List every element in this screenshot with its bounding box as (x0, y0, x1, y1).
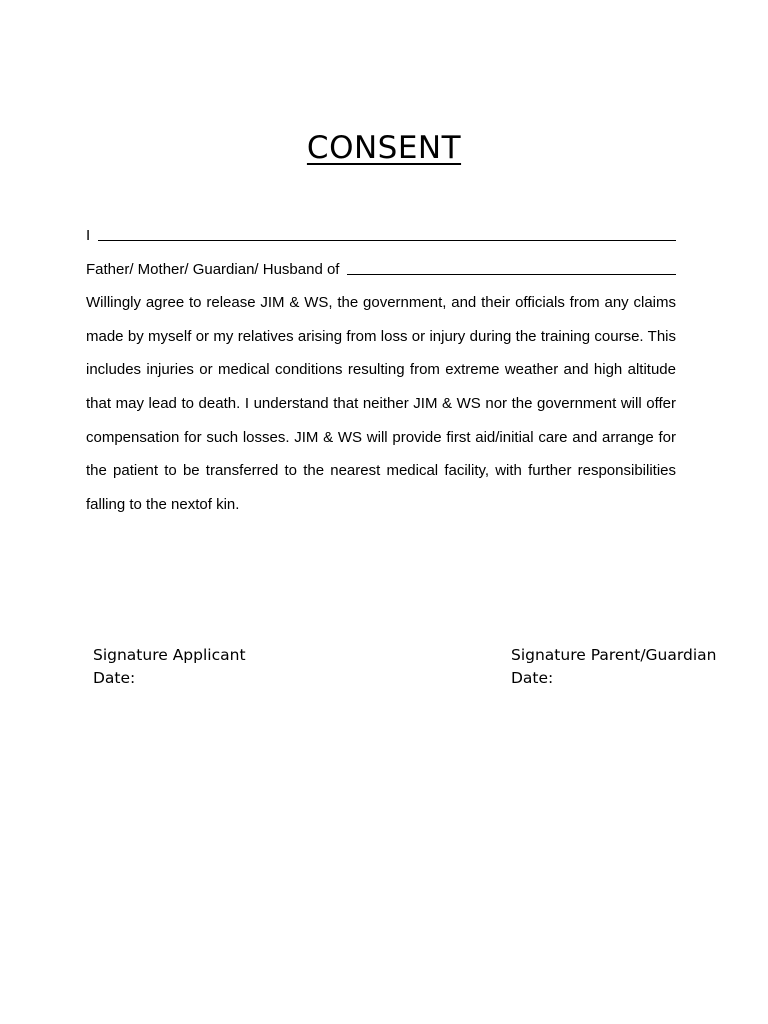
guardian-date-label: Date: (511, 669, 554, 687)
applicant-name-line (86, 219, 676, 253)
applicant-name-blank[interactable] (98, 240, 676, 241)
applicant-name-prefix: I (86, 227, 91, 244)
guardian-signature-label: Signature Parent/Guardian (511, 646, 717, 664)
consent-body (86, 219, 676, 521)
relation-name-blank[interactable] (347, 274, 676, 275)
applicant-signature-label: Signature Applicant (93, 646, 246, 664)
page-title: CONSENT (306, 130, 462, 166)
guardian-signature-block (511, 644, 716, 690)
applicant-signature-block (93, 644, 246, 690)
consent-paragraph: Willingly agree to release JIM & WS, the government, and their officials from any claims made by myself or my relatives arising from loss or injury during the training course. This includes injuries or medical conditions resulting from extreme weather and high altitude that may lead to death. I understand that neither JIM & WS nor the government will offer compensation for such losses. JIM & WS will provide first aid/initial care and arrange for the patient to be transferred to the nearest medical facility, with further responsibilities falling to the nextof kin. (86, 294, 676, 513)
applicant-date-label: Date: (93, 669, 136, 687)
relation-prefix: Father/ Mother/ Guardian/ Husband of (86, 260, 340, 278)
relation-line (86, 253, 676, 287)
